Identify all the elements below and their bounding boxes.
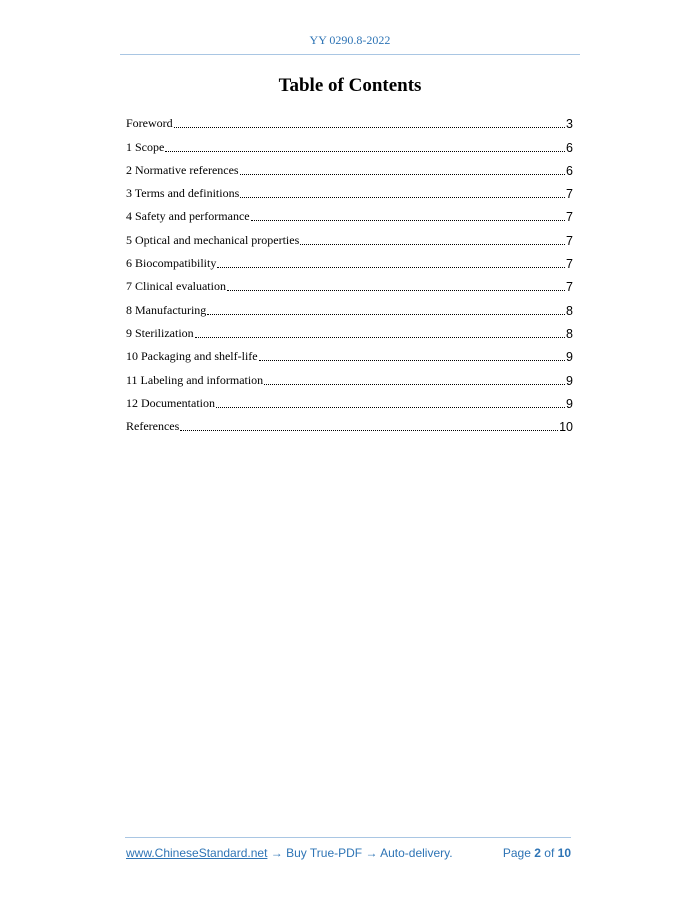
- website-link[interactable]: www.ChineseStandard.net: [126, 846, 268, 860]
- toc-entry-label: Foreword: [126, 116, 173, 131]
- toc-entry-label: 4 Safety and performance: [126, 209, 250, 224]
- toc-leader-dots: [195, 337, 565, 338]
- toc-entry-documentation[interactable]: [126, 388, 573, 411]
- toc-entry-references[interactable]: [126, 411, 573, 434]
- toc-entry-page: 9: [566, 373, 573, 388]
- current-page-number: 2: [534, 846, 541, 860]
- toc-entry-scope[interactable]: [126, 131, 573, 154]
- toc-entry-page: 7: [566, 210, 573, 225]
- toc-leader-dots: [264, 384, 565, 385]
- toc-entry-sterilization[interactable]: [126, 318, 573, 341]
- footer-promo: [126, 846, 453, 860]
- toc-entry-page: 8: [566, 303, 573, 318]
- document-id: YY 0290.8-2022: [309, 33, 391, 47]
- toc-entry-label: 11 Labeling and information: [126, 372, 264, 387]
- toc-leader-dots: [216, 407, 565, 408]
- toc-leader-dots: [300, 244, 565, 245]
- toc-entry-packaging-shelf-life[interactable]: [126, 341, 573, 364]
- table-of-contents: [126, 108, 573, 434]
- toc-entry-manufacturing[interactable]: [126, 294, 573, 317]
- toc-entry-page: 3: [566, 117, 573, 132]
- toc-entry-page: 7: [566, 257, 573, 272]
- toc-entry-label: 5 Optical and mechanical properties: [126, 232, 300, 247]
- toc-leader-dots: [240, 174, 565, 175]
- page-of-word: of: [544, 846, 555, 860]
- toc-leader-dots: [251, 220, 565, 221]
- toc-entry-page: 7: [566, 280, 573, 295]
- toc-entry-label: 7 Clinical evaluation: [126, 279, 226, 294]
- toc-leader-dots: [180, 430, 558, 431]
- footer-promo-text: → Buy True-PDF → Auto-delivery.: [267, 846, 453, 860]
- toc-leader-dots: [217, 267, 565, 268]
- page-word: Page: [502, 846, 531, 860]
- toc-entry-label: 2 Normative references: [126, 162, 239, 177]
- toc-entry-page: 6: [566, 163, 573, 178]
- toc-entry-label: References: [126, 419, 180, 434]
- toc-entry-optical-mechanical[interactable]: [126, 224, 573, 247]
- document-header: [0, 33, 700, 48]
- header-divider: [120, 54, 580, 55]
- toc-entry-safety-and-performance[interactable]: [126, 201, 573, 224]
- toc-entry-label: 3 Terms and definitions: [126, 186, 240, 201]
- toc-entry-page: 6: [566, 140, 573, 155]
- toc-leader-dots: [259, 360, 565, 361]
- toc-entry-label: 1 Scope: [126, 139, 165, 154]
- toc-entry-labeling-information[interactable]: [126, 364, 573, 387]
- toc-leader-dots: [207, 314, 565, 315]
- footer-divider: [125, 837, 571, 838]
- toc-entry-label: 8 Manufacturing: [126, 302, 207, 317]
- toc-leader-dots: [240, 197, 565, 198]
- toc-entry-biocompatibility[interactable]: [126, 248, 573, 271]
- toc-entry-clinical-evaluation[interactable]: [126, 271, 573, 294]
- page-title: Table of Contents: [278, 75, 422, 96]
- toc-entry-label: 9 Sterilization: [126, 325, 194, 340]
- toc-leader-dots: [165, 151, 565, 152]
- toc-entry-page: 9: [566, 350, 573, 365]
- toc-entry-foreword[interactable]: [126, 108, 573, 131]
- toc-entry-label: 12 Documentation: [126, 395, 215, 410]
- toc-leader-dots: [227, 290, 565, 291]
- toc-entry-page: 7: [566, 187, 573, 202]
- toc-entry-normative-references[interactable]: [126, 155, 573, 178]
- toc-entry-page: 8: [566, 326, 573, 341]
- toc-entry-page: 9: [566, 396, 573, 411]
- toc-entry-label: 10 Packaging and shelf-life: [126, 349, 258, 364]
- page-number-indicator: [503, 846, 571, 860]
- toc-entry-label: 6 Biocompatibility: [126, 256, 217, 271]
- page-footer: [126, 846, 571, 860]
- total-page-number: 10: [557, 846, 571, 860]
- toc-entry-terms-and-definitions[interactable]: [126, 178, 573, 201]
- toc-entry-page: 10: [559, 420, 573, 435]
- toc-leader-dots: [174, 127, 565, 128]
- toc-entry-page: 7: [566, 233, 573, 248]
